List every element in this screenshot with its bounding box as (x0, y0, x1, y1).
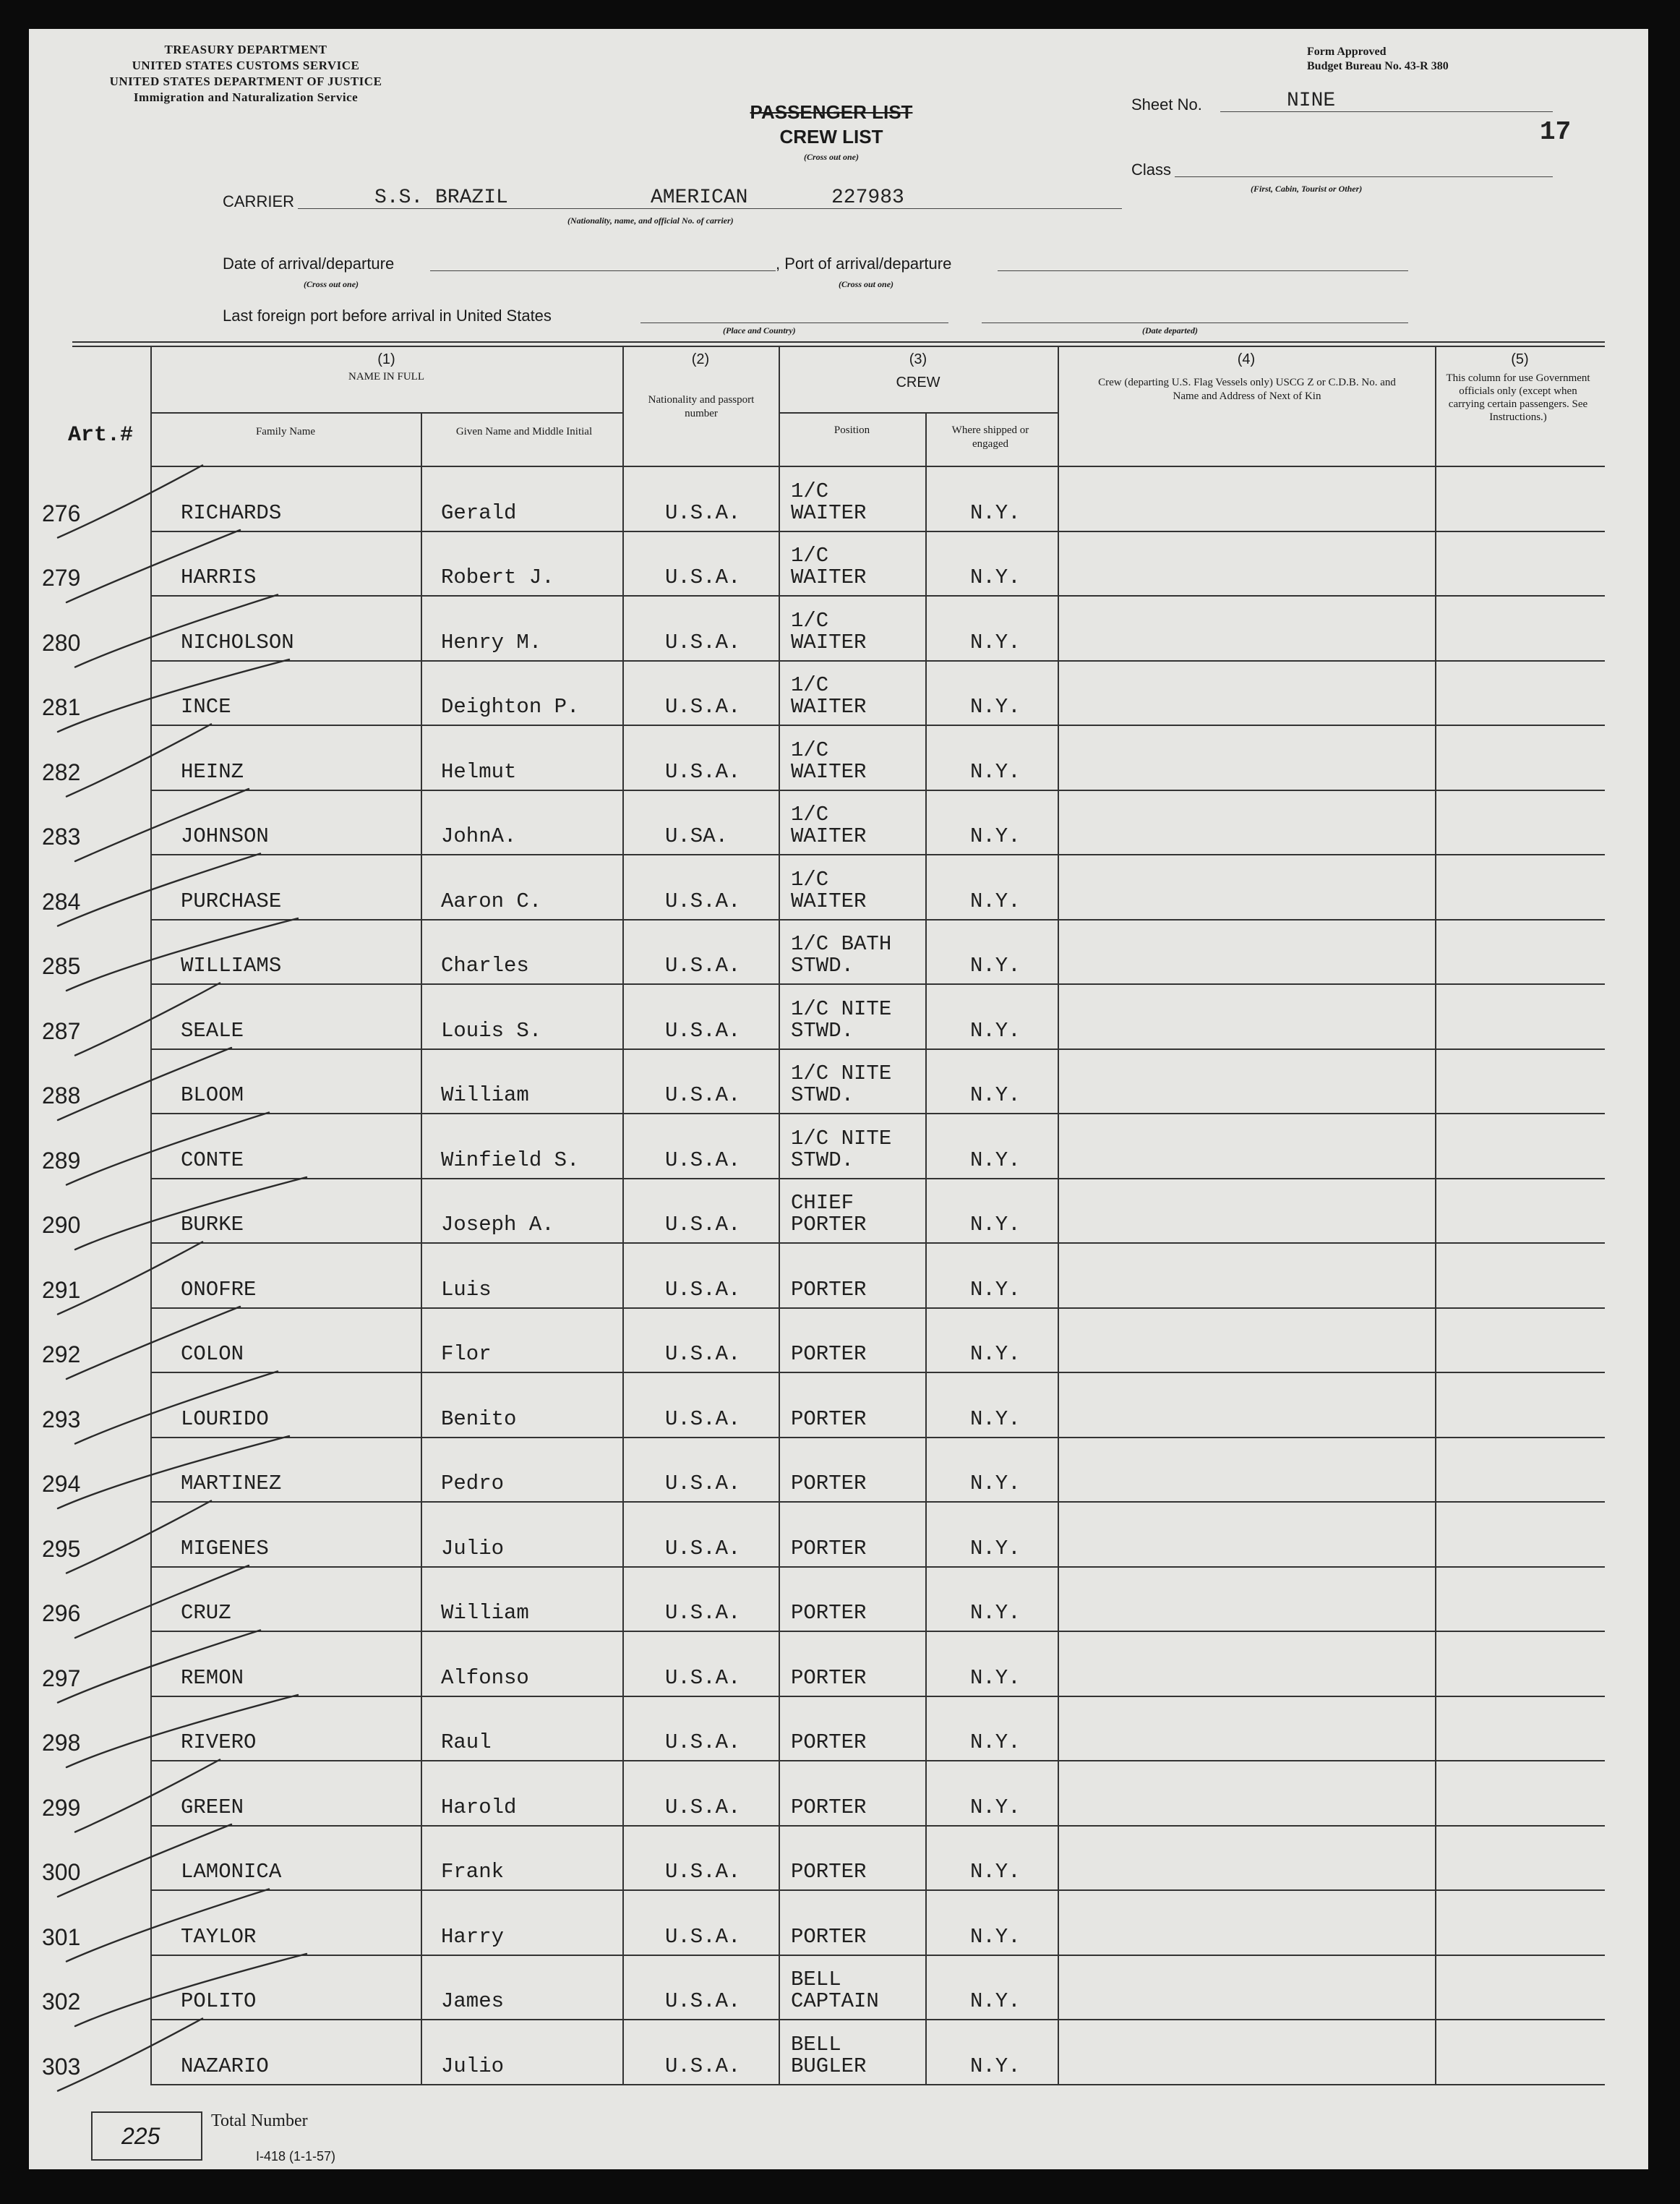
row-given-name: Julio (441, 1536, 505, 1560)
row-art-number: 302 (42, 1989, 81, 2015)
tally-stroke (58, 854, 260, 926)
row-position-line2: CAPTAIN (791, 1989, 879, 2013)
row-where-shipped: N.Y. (970, 1795, 1021, 1819)
row-position-line2: PORTER (791, 1924, 867, 1949)
row-given-name: Luis (441, 1277, 492, 1302)
tally-stroke (58, 1824, 231, 1897)
given-name-header: Given Name and Middle Initial (455, 426, 593, 437)
row-given-name: William (441, 1601, 529, 1625)
government-use-header: This column for use Government officials only (except when carrying certain passengers. See Instructions.) (1446, 372, 1590, 423)
row-position-line1: 1/C (791, 738, 829, 762)
tally-stroke (75, 983, 220, 1056)
col1-title: NAME IN FULL (348, 371, 424, 383)
row-art-number: 293 (42, 1406, 81, 1432)
row-nationality: U.S.A. (665, 1795, 741, 1819)
row-nationality: U.S.A. (665, 1406, 741, 1431)
row-position-line2: STWD. (791, 954, 854, 978)
row-where-shipped: N.Y. (970, 1148, 1021, 1172)
sheet-value: NINE (1287, 90, 1336, 112)
row-family-name: NAZARIO (181, 2054, 269, 2078)
row-nationality: U.S.A. (665, 1601, 741, 1625)
row-position-line1: CHIEF (791, 1191, 854, 1215)
form-approved-label: Form Approved (1307, 46, 1387, 58)
row-family-name: BLOOM (181, 1083, 244, 1107)
row-position-line1: 1/C NITE (791, 1126, 892, 1150)
row-family-name: SEALE (181, 1018, 244, 1043)
row-where-shipped: N.Y. (970, 500, 1021, 525)
row-given-name: James (441, 1989, 505, 2013)
row-position-line2: PORTER (791, 1277, 867, 1302)
row-art-number: 279 (42, 565, 81, 591)
row-where-shipped: N.Y. (970, 1406, 1021, 1431)
col2-number: (2) (691, 351, 710, 367)
row-position-line2: PORTER (791, 1342, 867, 1366)
row-nationality: U.S.A. (665, 1148, 741, 1172)
row-position-line1: 1/C NITE (791, 1062, 892, 1085)
row-where-shipped: N.Y. (970, 1601, 1021, 1625)
carrier-label: CARRIER (223, 192, 295, 210)
row-given-name: Aaron C. (441, 889, 542, 913)
row-given-name: Frank (441, 1860, 505, 1884)
row-family-name: PURCHASE (181, 889, 282, 913)
row-art-number: 283 (42, 824, 81, 850)
sheet-label: Sheet No. (1131, 95, 1202, 114)
class-hint: (First, Cabin, Tourist or Other) (1251, 184, 1363, 194)
row-family-name: COLON (181, 1342, 244, 1366)
row-family-name: JOHNSON (181, 824, 269, 848)
row-where-shipped: N.Y. (970, 1342, 1021, 1366)
row-nationality: U.S.A. (665, 954, 741, 978)
tally-stroke (75, 1760, 220, 1832)
row-where-shipped: N.Y. (970, 1665, 1021, 1690)
tally-stroke (58, 1631, 260, 1703)
nationality-header: Nationality and passport number (648, 394, 755, 419)
row-nationality: U.S.A. (665, 1860, 741, 1884)
row-nationality: U.S.A. (665, 1665, 741, 1690)
row-given-name: Pedro (441, 1472, 505, 1495)
art-header: Art.# (68, 423, 134, 448)
row-where-shipped: N.Y. (970, 1083, 1021, 1107)
row-where-shipped: N.Y. (970, 1277, 1021, 1302)
row-family-name: TAYLOR (181, 1924, 257, 1949)
carrier-nationality: AMERICAN (651, 187, 748, 209)
tally-stroke (67, 1307, 240, 1379)
row-nationality: U.S.A. (665, 889, 741, 913)
row-nationality: U.S.A. (665, 565, 741, 589)
tally-stroke (58, 1242, 202, 1315)
tally-stroke (67, 1695, 298, 1767)
tally-stroke (67, 1113, 269, 1185)
row-nationality: U.S.A. (665, 630, 741, 654)
row-given-name: Flor (441, 1342, 492, 1366)
row-art-number: 300 (42, 1859, 81, 1885)
agency-line: Immigration and Naturalization Service (133, 90, 359, 104)
row-given-name: Julio (441, 2054, 505, 2078)
agency-line: UNITED STATES DEPARTMENT OF JUSTICE (109, 74, 382, 88)
tally-stroke (58, 1048, 231, 1120)
col3-number: (3) (909, 351, 927, 367)
row-nationality: U.S.A. (665, 1213, 741, 1236)
form-code: I-418 (1-1-57) (256, 2149, 336, 2164)
tally-stroke (67, 1501, 211, 1573)
row-art-number: 281 (42, 694, 81, 720)
where-shipped-header: Where shipped or engaged (951, 424, 1029, 450)
row-art-number: 288 (42, 1082, 81, 1109)
row-family-name: LAMONICA (181, 1860, 282, 1884)
tally-stroke (75, 1372, 278, 1444)
row-given-name: Deighton P. (441, 695, 580, 719)
row-given-name: Benito (441, 1406, 517, 1431)
row-art-number: 284 (42, 888, 81, 915)
row-where-shipped: N.Y. (970, 1536, 1021, 1560)
row-position-line2: PORTER (791, 1730, 867, 1754)
row-art-number: 291 (42, 1276, 81, 1303)
tally-stroke (75, 1954, 307, 2026)
row-family-name: RIVERO (181, 1730, 257, 1754)
row-family-name: RICHARDS (181, 500, 282, 525)
row-where-shipped: N.Y. (970, 1860, 1021, 1884)
row-family-name: ONOFRE (181, 1277, 257, 1302)
row-position-line2: PORTER (791, 1472, 867, 1495)
row-art-number: 285 (42, 953, 81, 979)
row-family-name: WILLIAMS (181, 954, 282, 978)
last-port-label: Last foreign port before arrival in United States (223, 307, 552, 325)
tally-stroke (67, 725, 211, 797)
row-given-name: Harry (441, 1924, 505, 1949)
row-position-line1: BELL (791, 2032, 841, 2056)
row-nationality: U.S.A. (665, 759, 741, 784)
date-hint: (Cross out one) (304, 279, 359, 289)
col1-number: (1) (377, 351, 395, 367)
tally-stroke (75, 789, 249, 861)
class-label: Class (1131, 161, 1172, 179)
row-where-shipped: N.Y. (970, 1924, 1021, 1949)
row-position-line2: PORTER (791, 1536, 867, 1560)
tally-stroke (67, 1889, 269, 1962)
row-art-number: 292 (42, 1341, 81, 1367)
row-position-line1: 1/C (791, 867, 829, 892)
tally-stroke (75, 1566, 249, 1638)
row-position-line2: PORTER (791, 1665, 867, 1690)
tally-stroke (67, 918, 298, 991)
total-number-value: 225 (121, 2123, 160, 2149)
tally-stroke (67, 530, 240, 602)
row-nationality: U.S.A. (665, 1342, 741, 1366)
row-nationality: U.S.A. (665, 1924, 741, 1949)
row-position-line2: WAITER (791, 695, 867, 719)
carrier-name: S.S. BRAZIL (374, 187, 508, 209)
row-position-line1: 1/C (791, 803, 829, 826)
row-where-shipped: N.Y. (970, 1730, 1021, 1754)
row-position-line1: 1/C (791, 479, 829, 503)
crew-list-form (29, 29, 1648, 2169)
row-where-shipped: N.Y. (970, 954, 1021, 978)
page-number: 17 (1540, 117, 1572, 147)
row-position-line2: PORTER (791, 1601, 867, 1625)
row-position-line2: PORTER (791, 1795, 867, 1819)
row-family-name: CRUZ (181, 1601, 231, 1625)
row-position-line2: WAITER (791, 889, 867, 913)
row-given-name: Alfonso (441, 1665, 529, 1690)
col5-number: (5) (1511, 351, 1529, 367)
row-nationality: U.S.A. (665, 2054, 741, 2078)
row-where-shipped: N.Y. (970, 565, 1021, 589)
row-given-name: Harold (441, 1795, 517, 1819)
row-given-name: Gerald (441, 500, 517, 525)
row-nationality: U.SA. (665, 824, 729, 848)
row-position-line2: WAITER (791, 824, 867, 848)
row-given-name: Raul (441, 1730, 492, 1754)
row-family-name: REMON (181, 1665, 244, 1690)
tally-stroke (58, 466, 202, 538)
tally-stroke (58, 1436, 289, 1508)
row-nationality: U.S.A. (665, 1083, 741, 1107)
date-departed-hint: (Date departed) (1142, 325, 1198, 336)
row-given-name: JohnA. (441, 824, 517, 848)
port-label: , Port of arrival/departure (776, 255, 952, 273)
row-art-number: 276 (42, 500, 81, 526)
row-family-name: POLITO (181, 1989, 257, 2013)
carrier-hint: (Nationality, name, and official No. of carrier) (567, 215, 734, 226)
row-position-line2: PORTER (791, 1860, 867, 1884)
row-art-number: 294 (42, 1471, 81, 1497)
row-position-line1: BELL (791, 1968, 841, 1991)
row-where-shipped: N.Y. (970, 1213, 1021, 1236)
row-nationality: U.S.A. (665, 1018, 741, 1043)
row-family-name: LOURIDO (181, 1406, 269, 1431)
row-position-line1: 1/C (791, 608, 829, 633)
row-nationality: U.S.A. (665, 1277, 741, 1302)
row-given-name: Joseph A. (441, 1213, 554, 1236)
agency-line: UNITED STATES CUSTOMS SERVICE (132, 59, 360, 72)
row-family-name: GREEN (181, 1795, 244, 1819)
row-given-name: Henry M. (441, 630, 542, 654)
row-art-number: 299 (42, 1794, 81, 1821)
tally-stroke (58, 2019, 202, 2091)
date-label: Date of arrival/departure (223, 255, 395, 273)
title-hint: (Cross out one) (803, 152, 859, 162)
tally-stroke (75, 595, 278, 667)
row-family-name: HARRIS (181, 565, 257, 589)
row-given-name: Robert J. (441, 565, 554, 589)
row-where-shipped: N.Y. (970, 824, 1021, 848)
row-position-line2: WAITER (791, 630, 867, 654)
budget-bureau-label: Budget Bureau No. 43-R 380 (1307, 60, 1449, 72)
row-art-number: 296 (42, 1600, 81, 1626)
tally-stroke (58, 659, 289, 732)
col4-number: (4) (1237, 351, 1256, 367)
row-where-shipped: N.Y. (970, 759, 1021, 784)
row-nationality: U.S.A. (665, 1472, 741, 1495)
row-art-number: 289 (42, 1147, 81, 1174)
carrier-number: 227983 (831, 187, 904, 209)
position-header: Position (833, 424, 870, 436)
row-given-name: Louis S. (441, 1018, 542, 1043)
row-position-line1: 1/C NITE (791, 996, 892, 1021)
row-family-name: BURKE (181, 1213, 244, 1236)
row-family-name: MARTINEZ (181, 1472, 282, 1495)
row-position-line2: STWD. (791, 1083, 854, 1107)
row-where-shipped: N.Y. (970, 889, 1021, 913)
row-where-shipped: N.Y. (970, 695, 1021, 719)
row-art-number: 282 (42, 759, 81, 785)
place-hint: (Place and Country) (723, 325, 796, 336)
tally-marks (29, 29, 1648, 2169)
row-where-shipped: N.Y. (970, 1989, 1021, 2013)
total-number-label: Total Number (211, 2111, 308, 2130)
row-nationality: U.S.A. (665, 500, 741, 525)
row-family-name: CONTE (181, 1148, 244, 1172)
row-where-shipped: N.Y. (970, 1472, 1021, 1495)
row-given-name: Winfield S. (441, 1148, 580, 1172)
row-family-name: INCE (181, 695, 231, 719)
row-position-line2: STWD. (791, 1018, 854, 1043)
row-given-name: Helmut (441, 759, 517, 784)
row-position-line2: BUGLER (791, 2054, 867, 2078)
row-art-number: 301 (42, 1923, 81, 1950)
row-position-line1: 1/C BATH (791, 932, 892, 956)
family-name-header: Family Name (255, 426, 316, 437)
row-position-line2: STWD. (791, 1148, 854, 1172)
row-art-number: 295 (42, 1535, 81, 1562)
page-title: CREW LIST (779, 126, 883, 148)
total-number-box (91, 2111, 202, 2161)
crew-header: CREW (896, 375, 940, 390)
title-crossed-out: PASSENGER LIST (750, 101, 913, 123)
row-position-line2: WAITER (791, 500, 867, 525)
row-art-number: 280 (42, 629, 81, 656)
row-position-line2: WAITER (791, 565, 867, 589)
row-family-name: HEINZ (181, 759, 244, 784)
agency-line: TREASURY DEPARTMENT (164, 43, 327, 56)
row-nationality: U.S.A. (665, 1730, 741, 1754)
row-position-line1: 1/C (791, 544, 829, 568)
row-art-number: 303 (42, 2053, 81, 2080)
row-art-number: 290 (42, 1212, 81, 1238)
row-nationality: U.S.A. (665, 1536, 741, 1560)
row-position-line2: PORTER (791, 1406, 867, 1431)
port-hint: (Cross out one) (839, 279, 894, 289)
row-given-name: William (441, 1083, 529, 1107)
row-where-shipped: N.Y. (970, 630, 1021, 654)
row-position-line2: WAITER (791, 759, 867, 784)
row-position-line2: PORTER (791, 1213, 867, 1236)
row-where-shipped: N.Y. (970, 1018, 1021, 1043)
row-art-number: 287 (42, 1017, 81, 1044)
row-family-name: NICHOLSON (181, 630, 294, 654)
row-position-line1: 1/C (791, 673, 829, 697)
row-where-shipped: N.Y. (970, 2054, 1021, 2078)
row-art-number: 297 (42, 1665, 81, 1691)
row-nationality: U.S.A. (665, 695, 741, 719)
row-given-name: Charles (441, 954, 529, 978)
next-of-kin-header: Crew (departing U.S. Flag Vessels only) USCG Z or C.D.B. No. and Name and Address of Next of Kin (1098, 377, 1396, 402)
row-art-number: 298 (42, 1730, 81, 1756)
tally-stroke (75, 1177, 307, 1250)
row-nationality: U.S.A. (665, 1989, 741, 2013)
row-family-name: MIGENES (181, 1536, 269, 1560)
